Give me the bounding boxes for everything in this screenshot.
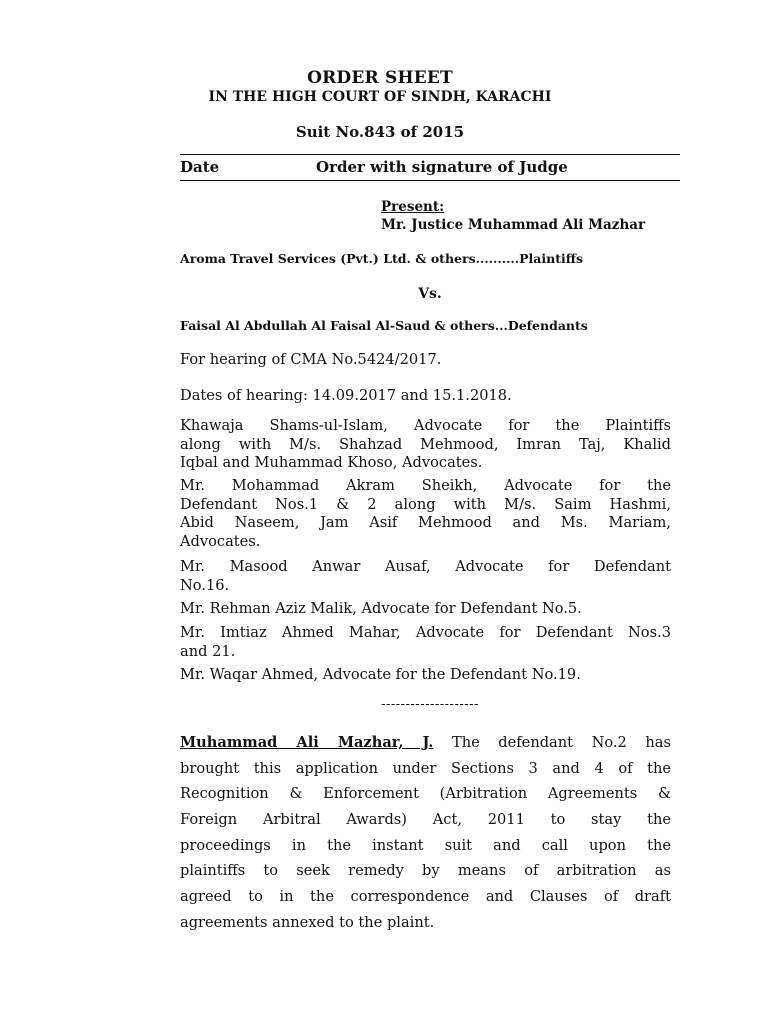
counsel-line: Mr. Waqar Ahmed, Advocate for the Defendant No.19. [180,666,581,683]
present-label: Present: [381,199,445,215]
order-body-line: brought this application under Sections 3 and 4 of the [180,759,671,777]
order-body-line: Foreign Arbitral Awards) Act, 2011 to stay the [180,811,671,829]
counsel-entry [180,600,671,619]
counsel-line: along with M/s. Shahzad Mehmood, Imran Taj, Khalid [180,435,671,453]
header-top-rule [180,154,680,155]
counsel-line: No.16. [180,576,230,594]
order-body-line: plaintiffs to seek remedy by means of arbitration as [180,862,671,880]
header-bottom-rule [180,180,680,181]
judge-reference: Muhammad Ali Mazhar, J. [180,734,434,751]
counsel-line: Abid Naseem, Jam Asif Mehmood and Ms. Mariam, [180,514,671,532]
counsel-entry [180,624,671,661]
counsel-line: Mr. Imtiaz Ahmed Mahar, Advocate for Defendant Nos.3 [180,624,671,641]
counsel-line: Mr. Rehman Aziz Malik, Advocate for Defendant No.5. [180,600,582,617]
defendants-line: Faisal Al Abdullah Al Faisal Al-Saud & others...Defendants [180,318,588,333]
counsel-line: Mr. Mohammad Akram Sheikh, Advocate for the [180,477,671,494]
counsel-entry [180,417,671,473]
hearing-dates: Dates of hearing: 14.09.2017 and 15.1.2018. [180,387,512,404]
order-body-line: agreed to in the correspondence and Clauses of draft [180,888,671,906]
counsel-line: Mr. Masood Anwar Ausaf, Advocate for Defendant [180,558,671,575]
court-name: IN THE HIGH COURT OF SINDH, KARACHI [208,89,552,105]
versus-label: Vs. [418,286,442,302]
suit-number: Suit No.843 of 2015 [295,123,465,141]
order-body-line: proceedings in the instant suit and call upon the [180,836,671,854]
counsel-line: and 21. [180,642,236,660]
counsel-line: Advocates. [180,532,261,550]
date-column-header: Date [180,158,220,176]
order-body-line [180,730,671,756]
plaintiffs-line: Aroma Travel Services (Pvt.) Ltd. & others..........Plaintiffs [180,251,584,266]
present-judge-name: Mr. Justice Muhammad Ali Mazhar [381,217,646,233]
counsel-entry [180,558,671,595]
section-separator: -------------------- [381,697,479,712]
counsel-line: Defendant Nos.1 & 2 along with M/s. Saim Hashmi, [180,495,671,513]
order-column-header: Order with signature of Judge [316,158,568,176]
counsel-line: Khawaja Shams-ul-Islam, Advocate for the Plaintiffs [180,417,671,434]
document-title: ORDER SHEET [307,68,453,88]
counsel-line: Iqbal and Muhammad Khoso, Advocates. [180,454,483,472]
counsel-entry [180,477,671,551]
order-body-line: agreements annexed to the plaint. [180,913,435,931]
order-body-text: The defendant No.2 has [433,734,671,751]
order-body [180,730,671,936]
counsel-entry [180,666,671,685]
order-body-line: Recognition & Enforcement (Arbitration Agreements & [180,785,671,803]
hearing-purpose: For hearing of CMA No.5424/2017. [180,351,442,368]
